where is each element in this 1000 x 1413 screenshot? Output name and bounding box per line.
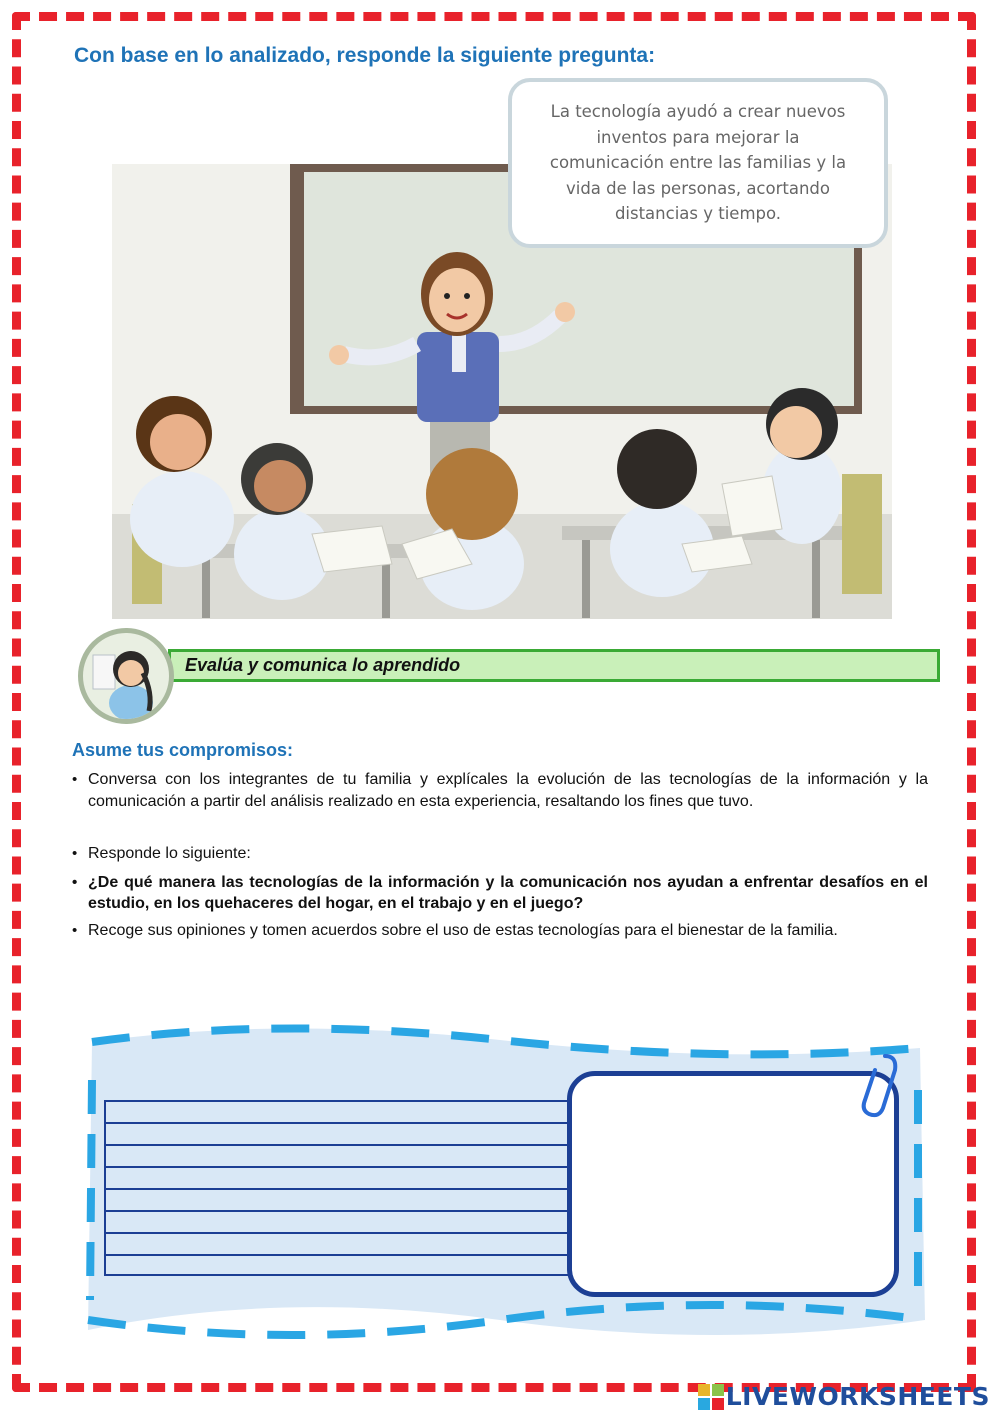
student-girl-icon [83,633,169,719]
list-item: • Responde lo siguiente: [70,843,928,865]
answer-line [104,1122,570,1124]
answer-line [104,1100,570,1102]
liveworksheets-logo [698,1382,990,1411]
answer-line [104,1210,570,1212]
list-item: • Conversa con los integrantes de tu familia y explícales la evolución de las tecnologías de la información y la comunicación a partir del análisis realizado en esta experiencia, resaltando los fines que tuvo. [70,769,928,812]
commitments-heading: Asume tus compromisos: [72,740,294,760]
answer-lines[interactable] [104,1100,570,1276]
answer-line [104,1188,570,1190]
section-title: Evalúa y comunica lo aprendido [185,655,461,675]
answer-line [104,1232,570,1234]
liveworksheets-emblem-icon [698,1384,726,1410]
answer-lines-left-edge [104,1100,106,1276]
commitments-list [70,769,928,941]
brand-name: LIVEWORKSHEETS [725,1382,990,1411]
list-item-question: • ¿De qué manera las tecnologías de la información y la comunicación nos ayudan a enfrentar desafíos en el estudio, en los quehaceres del hogar, en el trabajo y en el juego? [70,872,928,915]
speech-text: La tecnología ayudó a crear nuevos inventos para mejorar la comunicación entre las familias y la vida de las personas, acortando distancias y tiempo. [549,102,847,224]
list-item: • Recoge sus opiniones y tomen acuerdos sobre el uso de estas tecnologías para el bienestar de la familia. [70,920,928,942]
speech-bubble [508,78,888,248]
answer-line [104,1274,570,1276]
answer-line [104,1144,570,1146]
answer-line [104,1254,570,1256]
page-title: Con base en lo analizado, responde la siguiente pregunta: [74,44,656,67]
answer-line [104,1166,570,1168]
paperclip-icon [855,1050,905,1120]
answer-note-box[interactable] [567,1071,899,1297]
student-avatar [78,628,174,724]
